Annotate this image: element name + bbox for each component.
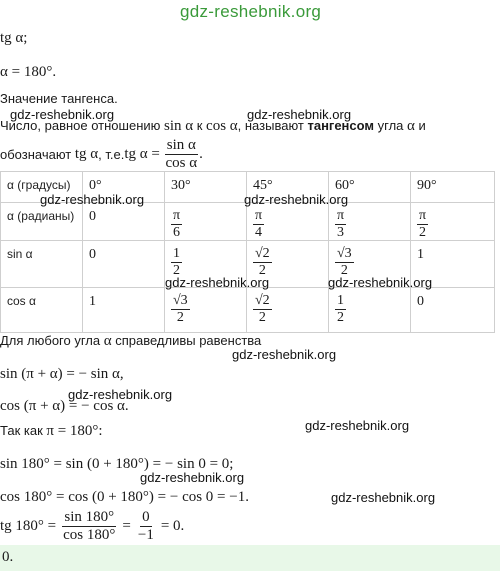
identity-text: Для любого угла	[0, 333, 104, 348]
table-cell	[165, 172, 247, 203]
fraction-denominator: cos 180°	[63, 527, 116, 543]
answer-panel	[0, 545, 500, 571]
table-row	[1, 203, 495, 241]
table-cell	[247, 203, 329, 241]
fraction-numerator: √3	[337, 246, 352, 261]
watermark: gdz-reshebnik.org	[331, 490, 436, 505]
cell-fraction	[335, 247, 354, 278]
table-cell	[329, 203, 411, 241]
calc-sin180: sin 180° = sin (0 + 180°) = − sin 0 = 0;	[0, 456, 234, 472]
cell-value: 30°	[171, 178, 191, 193]
fraction-numerator: 1	[337, 293, 344, 308]
watermark: gdz-reshebnik.org	[232, 347, 337, 362]
denote-tg: tg α	[74, 146, 99, 162]
fraction-numerator: √3	[173, 293, 188, 308]
table-cell	[83, 203, 165, 241]
fraction-denominator: 6	[173, 225, 181, 240]
watermark: gdz-reshebnik.org	[140, 470, 245, 485]
watermark-top: gdz-reshebnik.org	[180, 2, 322, 21]
table-row-label	[1, 288, 83, 333]
fraction-numerator: π	[255, 208, 263, 223]
identity-cos: cos (π + α) = − cos α.	[0, 398, 129, 414]
identity-alpha: α	[103, 333, 112, 349]
fraction-numerator: 1	[173, 246, 180, 261]
cell-value: 1	[417, 247, 424, 262]
line-tg-alpha: tg α;	[0, 30, 28, 46]
def-alpha: α	[407, 118, 415, 134]
since-text: Так как	[0, 423, 47, 438]
fraction-denominator: 2	[258, 310, 266, 325]
row-label-text: α (радианы)	[7, 209, 75, 223]
identity-intro	[0, 333, 261, 350]
fraction-numerator: √2	[255, 293, 270, 308]
def-text: , называют	[237, 118, 308, 133]
definition-line	[0, 118, 426, 135]
cell-value: 0	[89, 247, 96, 262]
row-label-text: α (градусы)	[7, 178, 71, 192]
calc-cos180: cos 180° = cos (0 + 180°) = − cos 0 = −1.	[0, 489, 249, 505]
table-cell	[165, 203, 247, 241]
cell-value: 90°	[417, 178, 437, 193]
denote-end: .	[199, 146, 203, 162]
fraction-denominator: −1	[137, 527, 154, 543]
fraction-numerator: √2	[255, 246, 270, 261]
fraction-numerator: π	[419, 208, 427, 223]
answer-value: 0.	[2, 549, 14, 565]
table-cell	[247, 288, 329, 333]
watermark: gdz-reshebnik.org	[305, 418, 410, 433]
table-cell	[165, 288, 247, 333]
watermark: gdz-reshebnik.org	[68, 387, 173, 402]
fraction-numerator: π	[337, 208, 345, 223]
fraction-denominator: 2	[176, 310, 184, 325]
identity-sin: sin (π + α) = − sin α,	[0, 366, 124, 382]
line-alpha-180: α = 180°.	[0, 64, 57, 80]
def-sin: sin α	[164, 118, 194, 134]
def-text: к	[193, 118, 207, 133]
fraction-denominator: 2	[337, 310, 344, 325]
fraction-numerator: π	[173, 208, 181, 223]
def-text: и	[414, 118, 426, 133]
cell-fraction	[253, 247, 272, 278]
cell-value: 0	[417, 294, 424, 309]
table-cell	[411, 203, 495, 241]
table-cell	[329, 288, 411, 333]
watermark: gdz-reshebnik.org	[244, 192, 349, 207]
cell-fraction	[171, 209, 182, 240]
cell-fraction	[417, 209, 428, 240]
section-heading: Значение тангенса.	[0, 91, 118, 106]
watermark: gdz-reshebnik.org	[328, 275, 433, 290]
cell-value: 1	[89, 294, 96, 309]
row-label-text: sin α	[7, 247, 33, 261]
cell-fraction	[171, 294, 190, 325]
cell-fraction	[335, 209, 346, 240]
cell-value: 45°	[253, 178, 273, 193]
cell-value: 0°	[89, 178, 102, 193]
calc-fraction	[61, 510, 117, 543]
denote-fraction	[164, 138, 200, 171]
calc-equals: =	[122, 518, 131, 534]
table-row-label	[1, 203, 83, 241]
table-cell	[83, 241, 165, 288]
fraction-numerator: sin α	[166, 137, 196, 153]
denote-eq: tg α =	[124, 146, 160, 162]
def-text: Число, равное отношению	[0, 118, 164, 133]
cell-value: 60°	[335, 178, 355, 193]
denote-text: , т.е.	[98, 147, 125, 162]
table-cell	[83, 288, 165, 333]
table-cell	[411, 288, 495, 333]
watermark: gdz-reshebnik.org	[10, 107, 115, 122]
since-eq: π = 180°:	[46, 423, 103, 439]
watermark: gdz-reshebnik.org	[247, 107, 352, 122]
fraction-denominator: 2	[173, 263, 180, 278]
fraction-denominator: 2	[419, 225, 427, 240]
cell-fraction	[253, 209, 264, 240]
def-cos: cos α	[206, 118, 238, 134]
denote-text: обозначают	[0, 147, 72, 162]
since-line	[0, 423, 103, 440]
fraction-denominator: 2	[340, 263, 348, 278]
watermark: gdz-reshebnik.org	[40, 192, 145, 207]
fraction-denominator: 4	[255, 225, 263, 240]
cell-value: 0	[89, 209, 96, 224]
identity-text: справедливы равенства	[111, 333, 262, 348]
cell-fraction	[335, 294, 346, 325]
calc-tg-lhs: tg 180° =	[0, 518, 57, 534]
fraction-denominator: cos α	[165, 155, 198, 171]
cell-fraction	[171, 247, 182, 278]
calc-end: = 0.	[160, 518, 185, 534]
fraction-denominator: 2	[258, 263, 266, 278]
fraction-numerator: 0	[142, 509, 150, 525]
fraction-numerator: sin 180°	[64, 509, 115, 525]
cell-fraction	[253, 294, 272, 325]
denote-line	[0, 138, 203, 171]
table-row	[1, 288, 495, 333]
table-row-label	[1, 241, 83, 288]
calc-fraction-2	[136, 510, 156, 543]
def-term: тангенсом	[307, 118, 375, 133]
table-cell	[411, 172, 495, 203]
def-text: угла	[374, 118, 408, 133]
row-label-text: cos α	[7, 294, 36, 308]
calc-tg180	[0, 510, 184, 543]
watermark: gdz-reshebnik.org	[165, 275, 270, 290]
fraction-denominator: 3	[337, 225, 345, 240]
